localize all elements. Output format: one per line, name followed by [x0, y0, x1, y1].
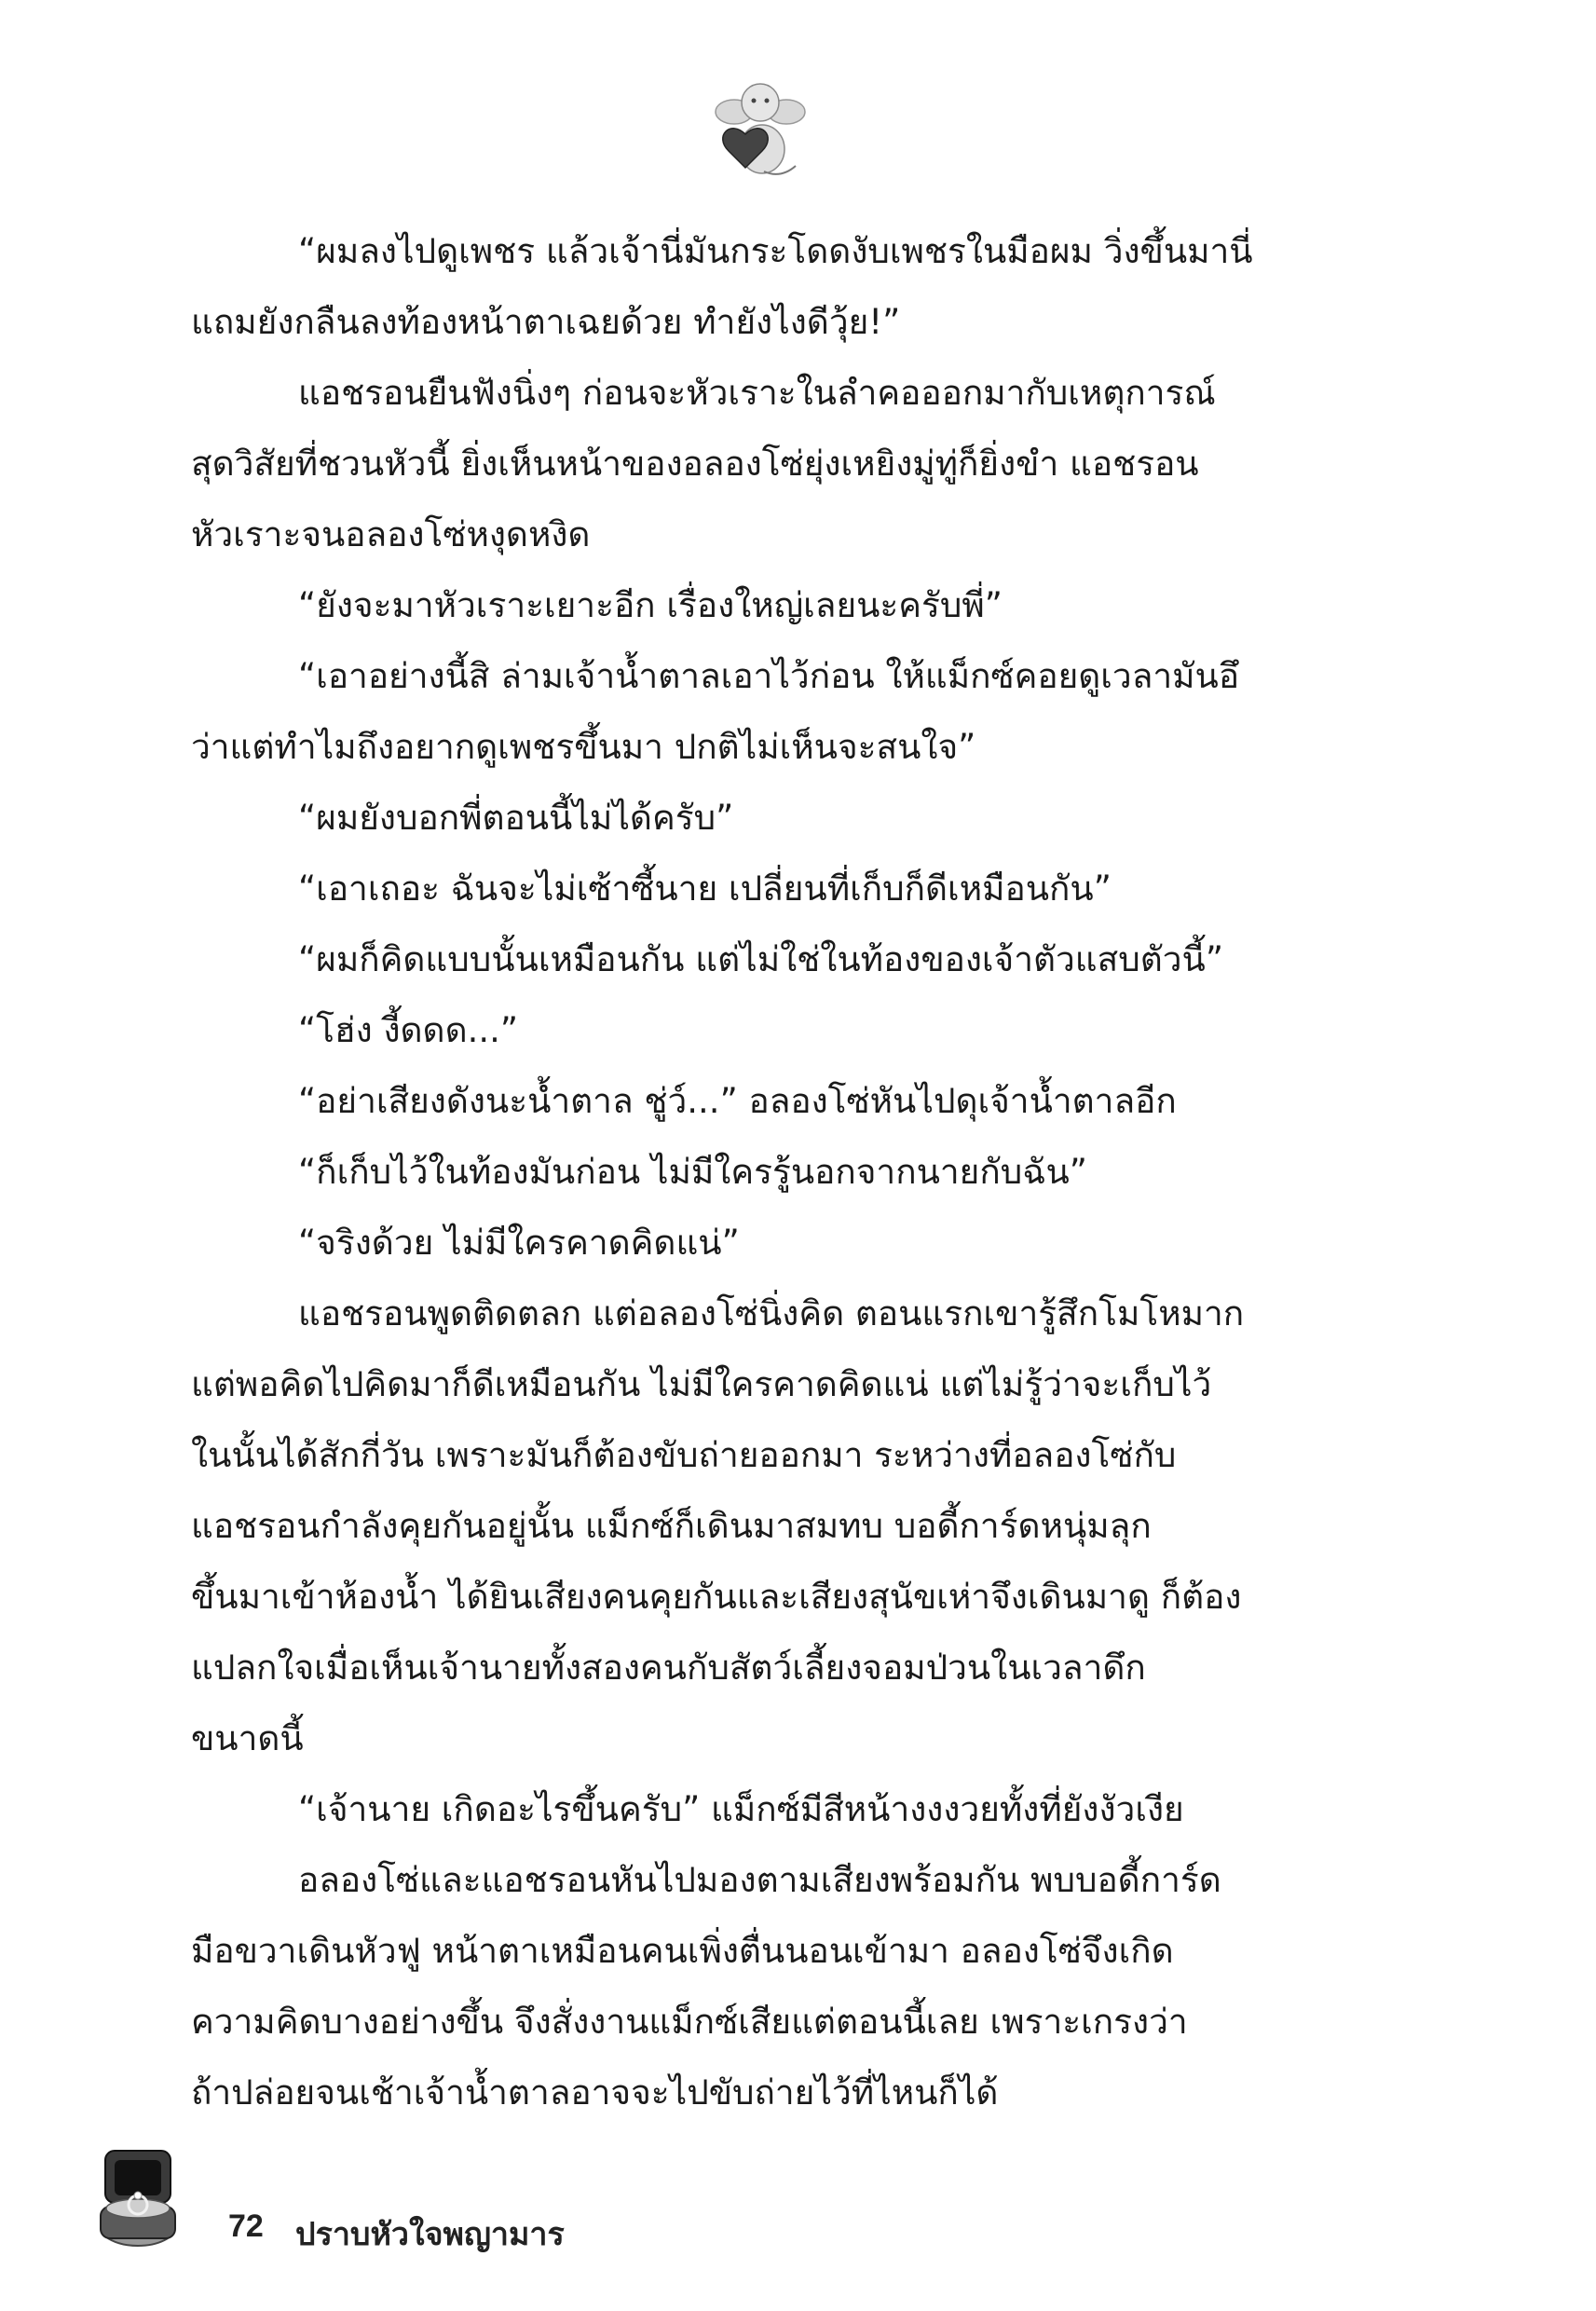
text-line: แอชรอนยืนฟังนิ่งๆ ก่อนจะหัวเราะในลำคอออกมากับเหตุการณ์: [298, 373, 1216, 413]
text-line: แถมยังกลืนลงท้องหน้าตาเฉยด้วย ทำยังไงดีวุ้ย!”: [191, 302, 901, 342]
text-line: “เอาเถอะ ฉันจะไม่เซ้าซี้นาย เปลี่ยนที่เก็บก็ดีเหมือนกัน”: [298, 868, 1112, 909]
text-line: “โฮ่ง งี้ดดด...”: [298, 1010, 519, 1050]
text-line: “ก็เก็บไว้ในท้องมันก่อน ไม่มีใครรู้นอกจากนายกับฉัน”: [298, 1152, 1087, 1192]
text-line: อลองโซ่และแอชรอนหันไปมองตามเสียงพร้อมกัน พบบอดี้การ์ด: [298, 1860, 1221, 1900]
text-line: “จริงด้วย ไม่มีใครคาดคิดแน่”: [298, 1223, 740, 1263]
text-line: แอชรอนกำลังคุยกันอยู่นั้น แม็กซ์ก็เดินมาสมทบ บอดี้การ์ดหนุ่มลุก: [191, 1506, 1152, 1546]
page-footer: [89, 2143, 741, 2264]
text-line: “เอาอย่างนี้สิ ล่ามเจ้าน้ำตาลเอาไว้ก่อน ให้แม็กซ์คอยดูเวลามันอึ: [298, 656, 1240, 696]
book-title: ปราบหัวใจพญามาร: [295, 2216, 565, 2253]
text-line: “อย่าเสียงดังนะน้ำตาล ชู่ว์...” อลองโซ่หันไปดุเจ้าน้ำตาลอีก: [298, 1081, 1177, 1121]
cupid-heart-icon: [708, 75, 811, 186]
text-line: “ผมยังบอกพี่ตอนนี้ไม่ได้ครับ”: [298, 798, 734, 838]
text-line: หัวเราะจนอลองโซ่หงุดหงิด: [191, 514, 591, 554]
text-line: “ยังจะมาหัวเราะเยาะอีก เรื่องใหญ่เลยนะครับพี่”: [298, 585, 1003, 625]
text-line: แอชรอนพูดติดตลก แต่อลองโซ่นิ่งคิด ตอนแรกเขารู้สึกโมโหมาก: [298, 1293, 1245, 1333]
text-line: “ผมลงไปดูเพชร แล้วเจ้านี่มันกระโดดงับเพชรในมือผม วิ่งขึ้นมานี่: [298, 231, 1253, 271]
text-line: ว่าแต่ทำไมถึงอยากดูเพชรขึ้นมา ปกติไม่เห็นจะสนใจ”: [191, 727, 976, 767]
text-line: สุดวิสัยที่ชวนหัวนี้ ยิ่งเห็นหน้าของอลองโซ่ยุ่งเหยิงมู่ทู่ก็ยิ่งขำ แอชรอน: [191, 444, 1199, 484]
text-line: ขึ้นมาเข้าห้องน้ำ ได้ยินเสียงคนคุยกันและเสียงสุนัขเห่าจึงเดินมาดู ก็ต้อง: [191, 1577, 1242, 1617]
text-line: “เจ้านาย เกิดอะไรขึ้นครับ” แม็กซ์มีสีหน้างงงวยทั้งที่ยังงัวเงีย: [298, 1789, 1184, 1829]
text-line: “ผมก็คิดแบบนั้นเหมือนกัน แต่ไม่ใช่ในท้องของเจ้าตัวแสบตัวนี้”: [298, 939, 1223, 979]
body-text: [191, 216, 1328, 2128]
text-line: แต่พอคิดไปคิดมาก็ดีเหมือนกัน ไม่มีใครคาดคิดแน่ แต่ไม่รู้ว่าจะเก็บไว้: [191, 1364, 1212, 1404]
text-line: ความคิดบางอย่างขึ้น จึงสั่งงานแม็กซ์เสียแต่ตอนนี้เลย เพราะเกรงว่า: [191, 2002, 1188, 2042]
text-line: แปลกใจเมื่อเห็นเจ้านายทั้งสองคนกับสัตว์เลี้ยงจอมป่วนในเวลาดึก: [191, 1648, 1146, 1688]
page-number: 72: [228, 2208, 264, 2244]
text-line: ในนั้นได้สักกี่วัน เพราะมันก็ต้องขับถ่ายออกมา ระหว่างที่อลองโซ่กับ: [191, 1435, 1177, 1475]
text-line: ถ้าปล่อยจนเช้าเจ้าน้ำตาลอาจจะไปขับถ่ายไว้ที่ไหนก็ได้: [191, 2072, 999, 2113]
text-line: ขนาดนี้: [191, 1718, 304, 1758]
ring-box-icon: [89, 2143, 186, 2255]
text-line: มือขวาเดินหัวฟู หน้าตาเหมือนคนเพิ่งตื่นนอนเข้ามา อลองโซ่จึงเกิด: [191, 1931, 1174, 1971]
